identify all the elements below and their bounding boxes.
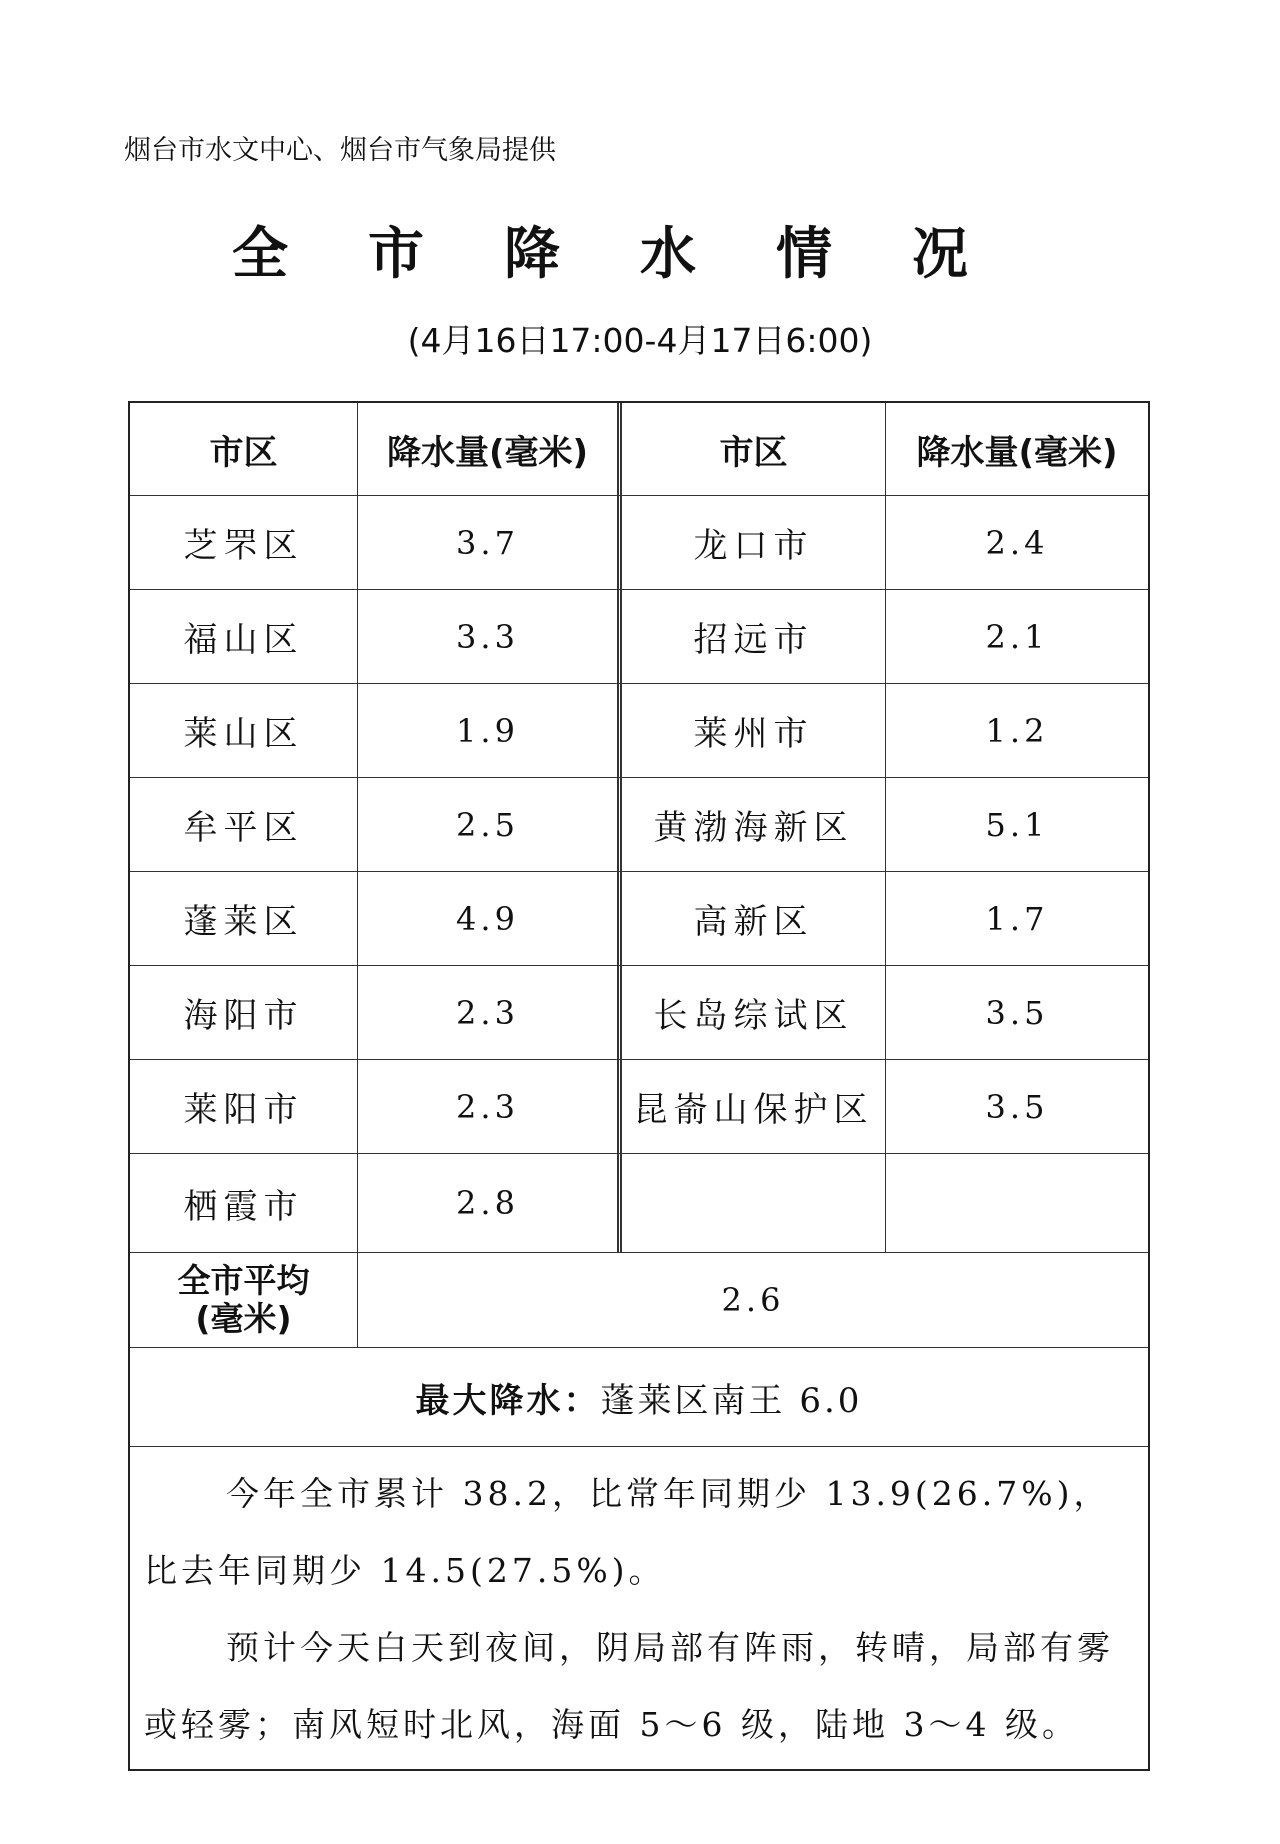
rainfall-value: 3.5: [985, 1087, 1049, 1126]
district-name: 蓬莱区: [130, 872, 358, 965]
rainfall-value: [886, 1154, 1148, 1252]
rainfall-value: 2.3: [358, 966, 622, 1059]
district-name: 牟平区: [130, 778, 358, 871]
average-label: [130, 1253, 358, 1347]
time-period: (4月16日17:00-4月17日6:00): [407, 321, 873, 360]
district-name: 栖霞市: [130, 1154, 358, 1252]
district-name: 长岛综试区: [622, 966, 886, 1059]
source-credit: 烟台市水文中心、烟台市气象局提供: [124, 135, 556, 166]
rainfall-value: 2.4: [985, 523, 1049, 562]
notes-text: [144, 1455, 1134, 1763]
max-rain-row: [130, 1348, 1148, 1447]
table-row: [130, 872, 1148, 966]
table-row: [130, 684, 1148, 778]
district-name: 黄渤海新区: [622, 778, 886, 871]
rainfall-value: 1.2: [985, 711, 1049, 750]
rainfall-value: 2.5: [358, 778, 622, 871]
district-name: 芝罘区: [130, 496, 358, 589]
table-row: [130, 1060, 1148, 1154]
district-name: 福山区: [130, 590, 358, 683]
table-row: [130, 1154, 1148, 1253]
rainfall-value: 2.3: [358, 1060, 622, 1153]
rainfall-value: 3.7: [358, 496, 622, 589]
table-row: [130, 778, 1148, 872]
header-district-left: 市区: [130, 403, 358, 495]
district-name: 莱阳市: [130, 1060, 358, 1153]
average-row: [130, 1253, 1148, 1348]
notes-section: [130, 1447, 1148, 1769]
rainfall-value: 2.1: [985, 617, 1049, 656]
rainfall-value: 1.9: [358, 684, 622, 777]
district-name: 招远市: [622, 590, 886, 683]
district-name: 龙口市: [622, 496, 886, 589]
average-value: 2.6: [721, 1281, 785, 1319]
max-rain-value: 蓬莱区南王 6.0: [600, 1380, 863, 1421]
district-name: 海阳市: [130, 966, 358, 1059]
district-name: 莱州市: [622, 684, 886, 777]
district-name: [622, 1154, 886, 1252]
rainfall-value: 2.8: [358, 1154, 622, 1252]
header-district-right: 市区: [622, 403, 886, 495]
table-row: [130, 496, 1148, 590]
rainfall-table: [128, 401, 1150, 1771]
page-title: 全市降水情况: [232, 222, 1048, 287]
rainfall-value: 1.7: [985, 899, 1049, 938]
district-name: 高新区: [622, 872, 886, 965]
average-label-line1: 全市平均: [177, 1261, 310, 1300]
table-row: [130, 590, 1148, 684]
max-rain-label: 最大降水：: [415, 1380, 601, 1421]
rainfall-value: 4.9: [358, 872, 622, 965]
rainfall-value: 3.5: [985, 993, 1049, 1032]
header-rainfall-right: 降水量(毫米): [916, 432, 1118, 473]
table-row: [130, 966, 1148, 1060]
rainfall-value: 3.3: [358, 590, 622, 683]
district-name: 昆嵛山保护区: [622, 1060, 886, 1153]
header-rainfall-left: 降水量(毫米): [358, 403, 622, 495]
average-label-line2: (毫米): [195, 1299, 292, 1338]
cumulative-note: 今年全市累计 38.2，比常年同期少 13.9(26.7%)，比去年同期少 14.5(27.5%)。: [144, 1474, 1111, 1590]
table-header-row: [130, 403, 1148, 496]
forecast-note: 预计今天白天到夜间，阴局部有阵雨，转晴，局部有雾或轻雾；南风短时北风，海面 5～6 级，陆地 3～4 级。: [144, 1628, 1114, 1744]
rainfall-value: 5.1: [985, 805, 1049, 844]
district-name: 莱山区: [130, 684, 358, 777]
